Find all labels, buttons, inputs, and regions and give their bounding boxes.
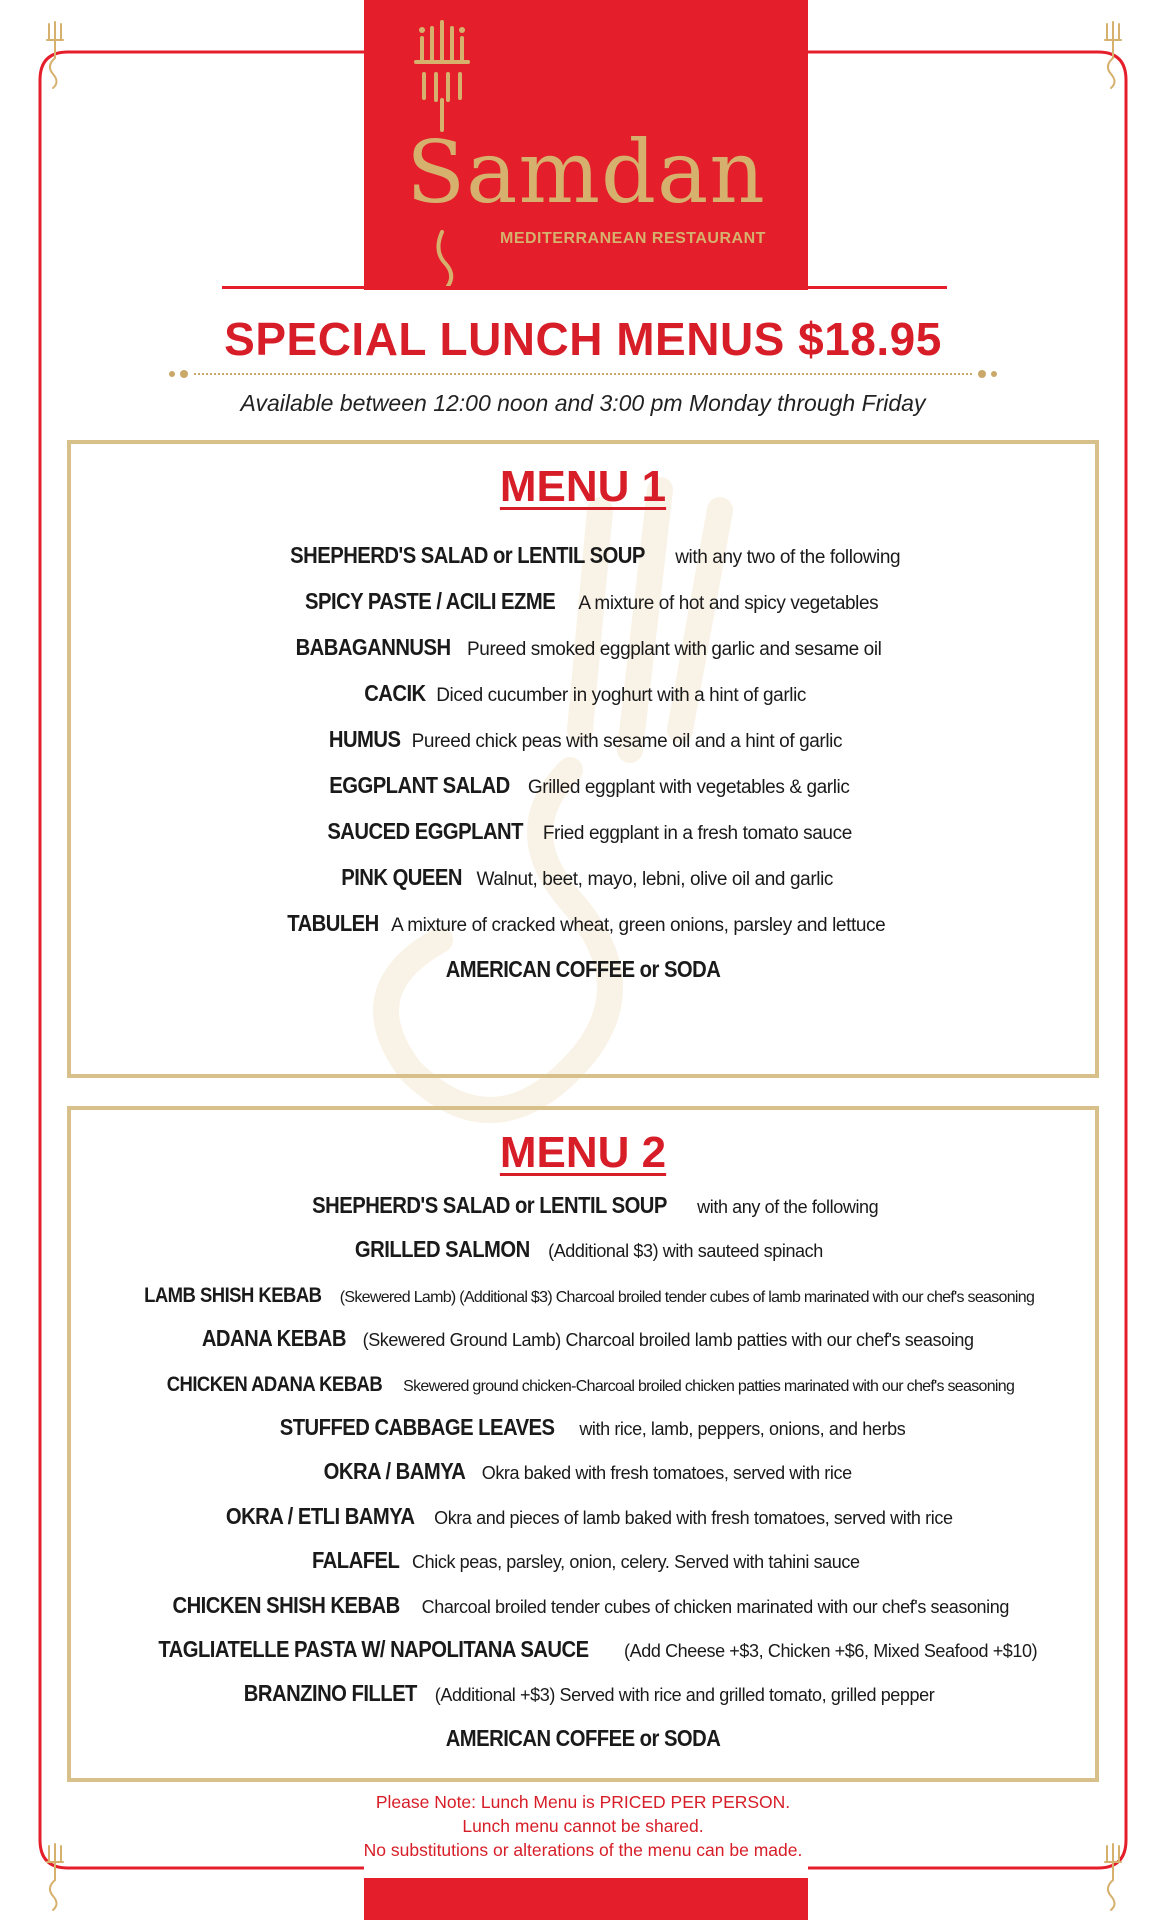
item-name: BABAGANNUSH [295, 634, 451, 660]
item-description: Okra and pieces of lamb baked with fresh tomatoes, served with rice [434, 1507, 953, 1528]
menu-1-items [71, 544, 1095, 1004]
item-description: Skewered ground chicken-Charcoal broiled chicken patties marinated with our chef's seasoning [403, 1377, 1015, 1395]
item-name: TAGLIATELLE PASTA W/ NAPOLITANA SAUCE [158, 1635, 589, 1662]
item-name: FALAFEL [312, 1547, 400, 1574]
menu-1-box [67, 440, 1099, 1078]
item-name: SAUCED EGGPLANT [327, 818, 524, 844]
lunch-notes [0, 1790, 1166, 1862]
item-name: HUMUS [328, 726, 401, 752]
corner-fork-icon [1098, 1842, 1128, 1912]
item-name: AMERICAN COFFEE or SODA [445, 1724, 721, 1751]
menu-2-item [71, 1549, 1095, 1593]
item-name: OKRA / BAMYA [323, 1458, 466, 1485]
item-name: CHICKEN ADANA KEBAB [166, 1372, 383, 1396]
menu-1-heading-text: MENU 1 [499, 462, 667, 511]
menu-2-item [71, 1238, 1095, 1282]
item-name: CHICKEN SHISH KEBAB [172, 1591, 400, 1618]
menu-2-item [71, 1327, 1095, 1371]
item-name: SHEPHERD'S SALAD or LENTIL SOUP [311, 1192, 667, 1218]
item-description: Okra baked with fresh tomatoes, served with rice [481, 1463, 852, 1484]
title-rule [222, 286, 947, 289]
item-description: A mixture of cracked wheat, green onions, parsley and lettuce [391, 915, 886, 936]
menu-2-item [71, 1724, 1095, 1771]
menu-1-item [71, 590, 1095, 636]
menu-2-item [71, 1591, 1095, 1638]
restaurant-logo [364, 0, 808, 290]
menu-1-item [71, 912, 1095, 958]
item-description: A mixture of hot and spicy vegetables [578, 593, 879, 614]
item-description: Grilled eggplant with vegetables & garlic [527, 777, 850, 798]
menu-2-items [71, 1194, 1095, 1771]
item-name: LAMB SHISH KEBAB [143, 1283, 322, 1307]
item-description: Diced cucumber in yoghurt with a hint of garlic [436, 685, 807, 706]
item-name: SPICY PASTE / ACILI EZME [304, 588, 555, 614]
item-description: Charcoal broiled tender cubes of chicken marinated with our chef's seasoning [421, 1596, 1009, 1617]
item-description: (Add Cheese +$3, Chicken +$6, Mixed Seafood +$10) [624, 1640, 1038, 1661]
menu-2-item [71, 1283, 1095, 1327]
menu-2-heading-text: MENU 2 [499, 1128, 667, 1177]
corner-fork-icon [1098, 20, 1128, 90]
note-line: Please Note: Lunch Menu is PRICED PER PERSON. [375, 1792, 791, 1812]
menu-2-item [71, 1194, 1095, 1238]
menu-2-item [71, 1372, 1095, 1416]
item-name: TABULEH [286, 910, 379, 936]
item-name: OKRA / ETLI BAMYA [226, 1502, 415, 1529]
brand-name: Samdan [406, 123, 766, 223]
menu-1-item [71, 682, 1095, 728]
item-description: Chick peas, parsley, onion, celery. Served with tahini sauce [412, 1552, 860, 1573]
bottom-banner [364, 1878, 808, 1920]
item-description: Walnut, beet, mayo, lebni, olive oil and garlic [476, 869, 833, 890]
item-name: BRANZINO FILLET [243, 1680, 417, 1707]
item-description: (Additional $3) with sauteed spinach [548, 1241, 823, 1262]
menu-2-box [67, 1106, 1099, 1782]
menu-2-item [71, 1682, 1095, 1726]
item-name: PINK QUEEN [341, 864, 462, 890]
menu-1-item [71, 866, 1095, 912]
menu-1-heading [71, 462, 1095, 512]
menu-2-item [71, 1502, 1095, 1549]
page-title: SPECIAL LUNCH MENUS $18.95 [224, 313, 942, 365]
menu-2-item [71, 1635, 1095, 1682]
menu-1-item [71, 728, 1095, 774]
item-description: (Skewered Ground Lamb) Charcoal broiled lamb patties with our chef's seasoing [362, 1330, 974, 1351]
menu-1-item [71, 544, 1095, 590]
item-name: CACIK [364, 680, 426, 706]
item-name: ADANA KEBAB [202, 1325, 347, 1352]
item-description: with rice, lamb, peppers, onions, and herbs [579, 1418, 906, 1439]
menu-1-item [71, 636, 1095, 682]
item-description: (Skewered Lamb) (Additional $3) Charcoal broiled tender cubes of lamb marinated with our chef's seasoning [339, 1288, 1035, 1306]
availability-note: Available between 12:00 noon and 3:00 pm Monday through Friday [240, 390, 926, 416]
note-line: Lunch menu cannot be shared. [462, 1816, 704, 1836]
item-name: AMERICAN COFFEE or SODA [445, 956, 721, 982]
item-name: SHEPHERD'S SALAD or LENTIL SOUP [289, 542, 645, 568]
menu-2-item [71, 1460, 1095, 1504]
corner-fork-icon [40, 1842, 70, 1912]
corner-fork-icon [40, 20, 70, 90]
item-name: STUFFED CABBAGE LEAVES [279, 1413, 555, 1440]
menu-1-item [71, 820, 1095, 866]
item-description: (Additional +$3) Served with rice and grilled tomato, grilled pepper [434, 1685, 935, 1706]
item-description: with any of the following [697, 1197, 879, 1217]
brand-subtitle: MEDITERRANEAN RESTAURANT [500, 230, 766, 247]
item-description: Fried eggplant in a fresh tomato sauce [542, 823, 852, 844]
item-description: with any two of the following [675, 547, 901, 568]
item-description: Pureed smoked eggplant with garlic and sesame oil [467, 639, 882, 660]
menu-2-item [71, 1413, 1095, 1460]
ornamental-divider [160, 362, 1006, 386]
menu-2-heading [71, 1128, 1095, 1178]
item-name: EGGPLANT SALAD [328, 772, 510, 798]
item-name: GRILLED SALMON [355, 1236, 530, 1263]
item-description: Pureed chick peas with sesame oil and a hint of garlic [411, 731, 843, 752]
menu-1-item [71, 774, 1095, 820]
note-line: No substitutions or alterations of the menu can be made. [363, 1840, 803, 1860]
menu-1-item [71, 958, 1095, 1004]
